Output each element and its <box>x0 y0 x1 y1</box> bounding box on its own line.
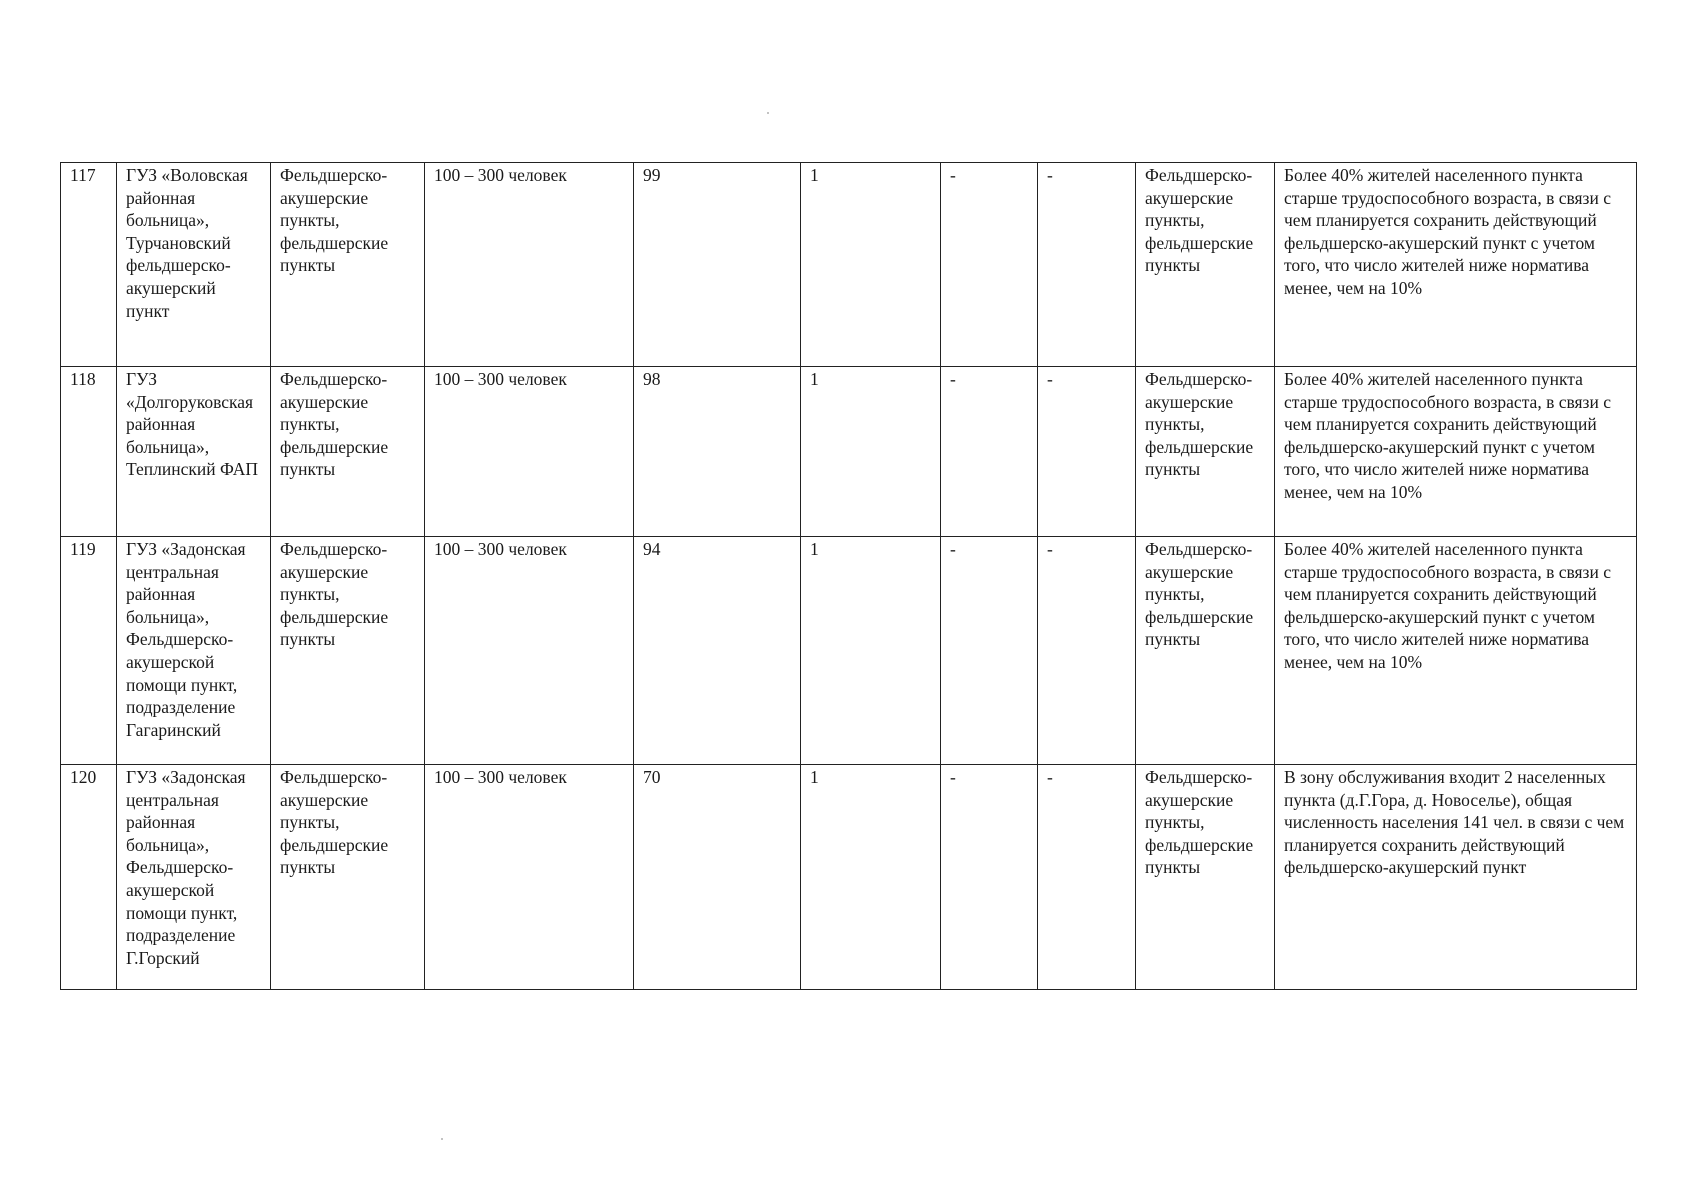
resident-count-cell: 98 <box>634 367 801 537</box>
facility-type-cell: Фельдшерско-акушерские пункты, фельдшерские пункты <box>271 765 425 990</box>
dash-cell: - <box>1038 765 1136 990</box>
institution-cell: ГУЗ «Задонская центральная районная больница», Фельдшерско-акушерской помощи пункт, подразделение Гагаринский <box>117 537 271 765</box>
row-number: 117 <box>61 163 117 367</box>
table-row <box>61 367 1637 537</box>
dash-cell: - <box>941 367 1038 537</box>
population-range-cell: 100 – 300 человек <box>425 765 634 990</box>
facility-type-cell: Фельдшерско-акушерские пункты, фельдшерские пункты <box>271 367 425 537</box>
scan-speck <box>441 1138 443 1140</box>
population-range-cell: 100 – 300 человек <box>425 367 634 537</box>
facility-table <box>60 162 1637 990</box>
resident-count-cell: 94 <box>634 537 801 765</box>
dash-cell: - <box>941 163 1038 367</box>
row-number: 118 <box>61 367 117 537</box>
institution-cell: ГУЗ «Долгоруковская районная больница», Теплинский ФАП <box>117 367 271 537</box>
institution-cell: ГУЗ «Задонская центральная районная больница», Фельдшерско-акушерской помощи пункт, подразделение Г.Горский <box>117 765 271 990</box>
dash-cell: - <box>1038 367 1136 537</box>
justification-cell: Более 40% жителей населенного пункта старше трудоспособного возраста, в связи с чем планируется сохранить действующий фельдшерско-акушерский пункт с учетом того, что число жителей ниже норматива менее, чем на 10% <box>1275 367 1637 537</box>
facility-type-cell: Фельдшерско-акушерские пункты, фельдшерские пункты <box>271 163 425 367</box>
dash-cell: - <box>941 537 1038 765</box>
unit-count-cell: 1 <box>801 537 941 765</box>
population-range-cell: 100 – 300 человек <box>425 163 634 367</box>
dash-cell: - <box>1038 163 1136 367</box>
dash-cell: - <box>1038 537 1136 765</box>
justification-cell: Более 40% жителей населенного пункта старше трудоспособного возраста, в связи с чем планируется сохранить действующий фельдшерско-акушерский пункт с учетом того, что число жителей ниже норматива менее, чем на 10% <box>1275 163 1637 367</box>
unit-count-cell: 1 <box>801 367 941 537</box>
table-row <box>61 163 1637 367</box>
target-type-cell: Фельдшерско-акушерские пункты, фельдшерские пункты <box>1136 163 1275 367</box>
unit-count-cell: 1 <box>801 765 941 990</box>
unit-count-cell: 1 <box>801 163 941 367</box>
population-range-cell: 100 – 300 человек <box>425 537 634 765</box>
resident-count-cell: 70 <box>634 765 801 990</box>
table-row <box>61 537 1637 765</box>
row-number: 120 <box>61 765 117 990</box>
table-row <box>61 765 1637 990</box>
target-type-cell: Фельдшерско-акушерские пункты, фельдшерские пункты <box>1136 765 1275 990</box>
resident-count-cell: 99 <box>634 163 801 367</box>
justification-cell: В зону обслуживания входит 2 населенных пункта (д.Г.Гора, д. Новоселье), общая численность населения 141 чел. в связи с чем планируется сохранить действующий фельдшерско-акушерский пункт <box>1275 765 1637 990</box>
dash-cell: - <box>941 765 1038 990</box>
institution-cell: ГУЗ «Воловская районная больница», Турчановский фельдшерско-акушерский пункт <box>117 163 271 367</box>
scan-speck <box>767 112 769 114</box>
facility-type-cell: Фельдшерско-акушерские пункты, фельдшерские пункты <box>271 537 425 765</box>
target-type-cell: Фельдшерско-акушерские пункты, фельдшерские пункты <box>1136 537 1275 765</box>
row-number: 119 <box>61 537 117 765</box>
target-type-cell: Фельдшерско-акушерские пункты, фельдшерские пункты <box>1136 367 1275 537</box>
justification-cell: Более 40% жителей населенного пункта старше трудоспособного возраста, в связи с чем планируется сохранить действующий фельдшерско-акушерский пункт с учетом того, что число жителей ниже норматива менее, чем на 10% <box>1275 537 1637 765</box>
